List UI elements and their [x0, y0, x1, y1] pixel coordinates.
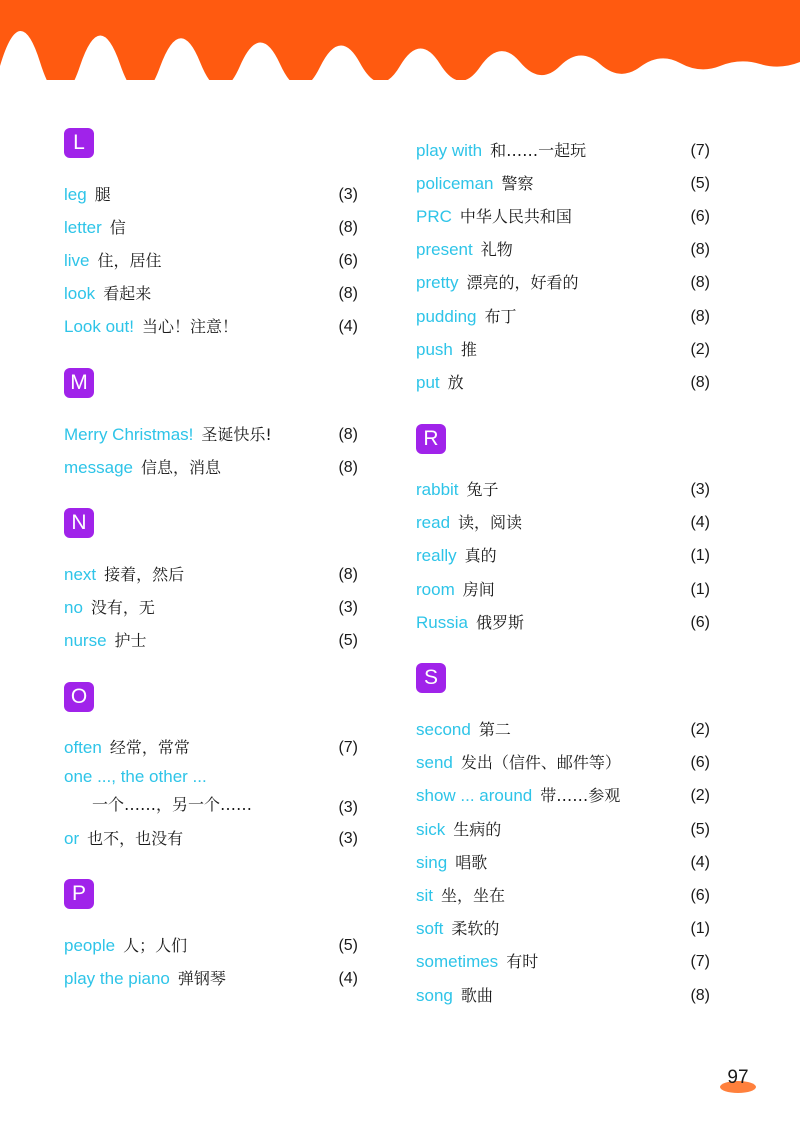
chinese-meaning: 人；人们 — [123, 935, 188, 955]
english-term: sometimes — [416, 952, 499, 972]
unit-number: (2) — [690, 721, 710, 739]
english-term: Look out! — [64, 317, 134, 337]
glossary-entry — [64, 592, 364, 625]
glossary-entry — [416, 167, 716, 200]
unit-number: (4) — [338, 970, 358, 988]
unit-number: (3) — [338, 799, 358, 817]
english-term: people — [64, 935, 116, 955]
chinese-meaning: 当心！注意！ — [141, 317, 238, 337]
unit-number: (2) — [690, 787, 710, 805]
chinese-meaning: 柔软的 — [451, 919, 500, 939]
chinese-meaning: 漂亮的，好看的 — [466, 273, 579, 293]
unit-number: (5) — [690, 820, 710, 838]
glossary-entry — [416, 946, 716, 979]
unit-number: (3) — [690, 481, 710, 499]
chinese-meaning: 布丁 — [484, 306, 517, 326]
glossary-entry — [64, 244, 364, 277]
unit-number: (8) — [690, 373, 710, 391]
chinese-meaning: 唱歌 — [455, 852, 488, 872]
english-term: Russia — [416, 612, 468, 632]
english-term: sick — [416, 819, 446, 839]
chinese-meaning: 接着，然后 — [104, 564, 185, 584]
glossary-entry — [64, 732, 364, 765]
english-term: PRC — [416, 206, 452, 226]
unit-number: (7) — [690, 141, 710, 159]
unit-number: (8) — [338, 458, 358, 476]
english-term: play with — [416, 140, 483, 160]
english-term: present — [416, 240, 473, 260]
english-term: show ... around — [416, 786, 533, 806]
glossary-entry — [416, 606, 716, 639]
chinese-meaning: 中华人民共和国 — [459, 206, 572, 226]
unit-number: (5) — [338, 632, 358, 650]
letter-badge: R — [416, 424, 446, 454]
english-term: send — [416, 753, 453, 773]
glossary-entry — [416, 333, 716, 366]
glossary-entry — [416, 366, 716, 399]
english-term: or — [64, 828, 80, 848]
top-banner — [0, 0, 800, 80]
unit-number: (2) — [690, 340, 710, 358]
glossary-entry — [416, 913, 716, 946]
chinese-meaning: 弹钢琴 — [177, 969, 226, 989]
english-term: Merry Christmas! — [64, 424, 194, 444]
english-term: often — [64, 738, 102, 758]
english-term: push — [416, 339, 453, 359]
glossary-entry — [64, 211, 364, 244]
unit-number: (8) — [690, 274, 710, 292]
english-term: nurse — [64, 631, 107, 651]
glossary-entry — [416, 979, 716, 1012]
chinese-meaning: 房间 — [462, 579, 495, 599]
chinese-meaning: 第二 — [478, 720, 511, 740]
english-term: live — [64, 250, 90, 270]
chinese-meaning: 真的 — [464, 546, 497, 566]
chinese-meaning: 没有，无 — [90, 598, 155, 618]
english-term: no — [64, 598, 83, 618]
chinese-meaning: 俄罗斯 — [475, 612, 524, 632]
letter-badge: S — [416, 663, 446, 693]
chinese-meaning: 住，居住 — [97, 250, 162, 270]
glossary-entry — [64, 962, 364, 995]
section-continued — [416, 134, 716, 400]
chinese-meaning: 发出（信件、邮件等） — [460, 753, 621, 773]
chinese-meaning: 读，阅读 — [458, 513, 523, 533]
unit-number: (1) — [690, 920, 710, 938]
glossary-entry — [416, 300, 716, 333]
unit-number: (7) — [338, 739, 358, 757]
unit-number: (8) — [338, 218, 358, 236]
english-term: look — [64, 284, 96, 304]
glossary-entry — [416, 200, 716, 233]
unit-number: (6) — [690, 754, 710, 772]
english-term: second — [416, 720, 471, 740]
section-l — [64, 128, 364, 344]
glossary-entry — [416, 846, 716, 879]
chinese-meaning: 信 — [109, 217, 126, 237]
english-term: sing — [416, 852, 448, 872]
english-term: pretty — [416, 273, 459, 293]
english-term: play the piano — [64, 969, 170, 989]
chinese-meaning: 带……参观 — [540, 786, 621, 806]
unit-number: (3) — [338, 599, 358, 617]
unit-number: (4) — [690, 514, 710, 532]
unit-number: (8) — [690, 307, 710, 325]
right-column — [416, 134, 716, 1036]
glossary-entry — [64, 765, 364, 822]
chinese-meaning: 有时 — [506, 952, 539, 972]
glossary-entry — [416, 267, 716, 300]
chinese-meaning: 推 — [460, 339, 477, 359]
unit-number: (6) — [690, 613, 710, 631]
english-term: read — [416, 513, 451, 533]
letter-badge: O — [64, 682, 94, 712]
unit-number: (6) — [338, 251, 358, 269]
letter-badge: M — [64, 368, 94, 398]
section-o — [64, 682, 364, 855]
english-term: message — [64, 457, 133, 477]
glossary-entry — [416, 747, 716, 780]
glossary-entry — [64, 178, 364, 211]
unit-number: (5) — [338, 936, 358, 954]
unit-number: (6) — [690, 207, 710, 225]
glossary-entry — [64, 558, 364, 591]
glossary-entry — [416, 507, 716, 540]
english-term: soft — [416, 919, 444, 939]
letter-badge: P — [64, 879, 94, 909]
english-term: leg — [64, 184, 87, 204]
unit-number: (8) — [338, 425, 358, 443]
glossary-entry — [64, 418, 364, 451]
english-term: next — [64, 564, 97, 584]
glossary-entry — [416, 713, 716, 746]
english-term: pudding — [416, 306, 477, 326]
chinese-meaning: 看起来 — [103, 284, 152, 304]
section-n — [64, 508, 364, 658]
english-term: room — [416, 579, 455, 599]
glossary-entry — [64, 929, 364, 962]
chinese-meaning: 礼物 — [480, 240, 513, 260]
glossary-entry — [416, 879, 716, 912]
english-term: song — [416, 985, 453, 1005]
unit-number: (3) — [338, 829, 358, 847]
chinese-meaning: 信息，消息 — [140, 457, 221, 477]
chinese-meaning: 也不，也没有 — [87, 828, 184, 848]
chinese-meaning: 腿 — [94, 184, 111, 204]
chinese-meaning: 放 — [447, 372, 464, 392]
english-term: put — [416, 372, 440, 392]
chinese-meaning: 圣诞快乐! — [201, 424, 272, 444]
page-number: 97 — [727, 1067, 749, 1088]
section-s — [416, 663, 716, 1012]
glossary-entry — [64, 451, 364, 484]
glossary-entry — [416, 573, 716, 606]
chinese-meaning: 护士 — [114, 631, 147, 651]
chinese-meaning: 一个……，另一个…… — [92, 795, 253, 815]
section-r — [416, 424, 716, 640]
english-term: one ..., the other ... — [64, 767, 207, 787]
glossary-entry — [416, 780, 716, 813]
glossary-entry — [416, 474, 716, 507]
glossary-entry — [416, 134, 716, 167]
unit-number: (4) — [338, 318, 358, 336]
unit-number: (1) — [690, 547, 710, 565]
english-term: rabbit — [416, 480, 459, 500]
chinese-meaning: 歌曲 — [460, 985, 493, 1005]
letter-badge: L — [64, 128, 94, 158]
chinese-meaning: 经常，常常 — [109, 738, 190, 758]
glossary-entry — [64, 311, 364, 344]
english-term: sit — [416, 885, 433, 905]
unit-number: (8) — [690, 241, 710, 259]
chinese-meaning: 坐，坐在 — [441, 885, 506, 905]
unit-number: (5) — [690, 174, 710, 192]
english-term: really — [416, 546, 457, 566]
glossary-entry — [416, 540, 716, 573]
english-term: policeman — [416, 173, 494, 193]
glossary-entry — [416, 813, 716, 846]
unit-number: (8) — [338, 285, 358, 303]
english-term: letter — [64, 217, 102, 237]
glossary-entry — [64, 625, 364, 658]
glossary-entry — [416, 234, 716, 267]
unit-number: (3) — [338, 185, 358, 203]
glossary-entry — [64, 822, 364, 855]
glossary-entry — [64, 278, 364, 311]
unit-number: (7) — [690, 953, 710, 971]
chinese-meaning: 生病的 — [453, 819, 502, 839]
unit-number: (1) — [690, 580, 710, 598]
section-m — [64, 368, 364, 484]
unit-number: (8) — [690, 986, 710, 1004]
left-column — [64, 128, 364, 1020]
unit-number: (8) — [338, 565, 358, 583]
letter-badge: N — [64, 508, 94, 538]
chinese-meaning: 警察 — [501, 173, 534, 193]
chinese-meaning: 兔子 — [466, 480, 499, 500]
section-p — [64, 879, 364, 995]
unit-number: (4) — [690, 853, 710, 871]
chinese-meaning: 和……一起玩 — [490, 140, 587, 160]
unit-number: (6) — [690, 886, 710, 904]
